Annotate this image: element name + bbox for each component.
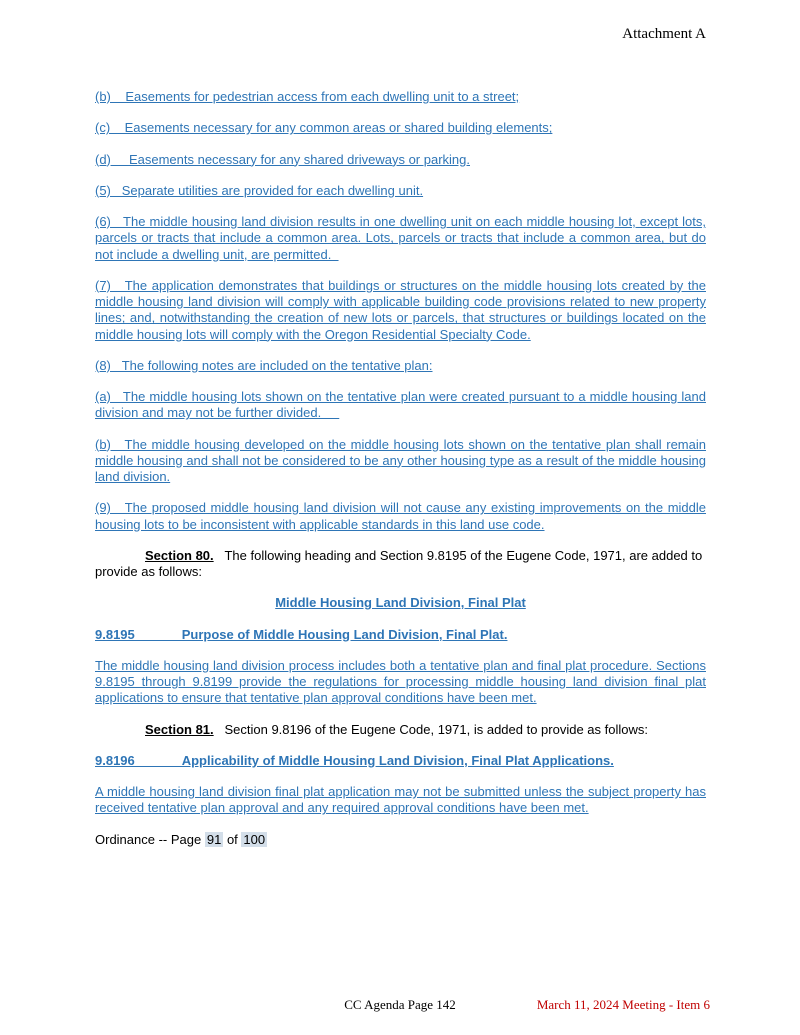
section-9-8195-paragraph: The middle housing land division process includes both a tentative plan and final plat procedure. Sections 9.8195 through 9.8199 provide the regulations for processing middle housing land division final plat applications to ensure that tentative plan approval conditions have been met. [95, 657, 706, 706]
page-number-total: 100 [243, 831, 266, 847]
page-of-text: of [226, 831, 238, 847]
attachment-label: Attachment A [622, 26, 706, 42]
final-plat-heading: Middle Housing Land Division, Final Plat [275, 595, 526, 611]
document-body [95, 89, 706, 848]
ordinance-page-prefix: Ordinance -- Page [95, 831, 202, 847]
provision-9: (9) The proposed middle housing land division will not cause any existing improvements on the middle housing lots to be inconsistent with applicable standards in this land use code. [95, 500, 706, 532]
section-80-label: Section 80. [145, 547, 214, 563]
provision-7: (7) The application demonstrates that buildings or structures on the middle housing lots created by the middle housing land division will comply with applicable building code provisions related to new property lines; and, notwithstanding the creation of new lots or parcels, that structures or buildings located on the middle housing lots will comply with the Oregon Residential Specialty Code. [95, 277, 706, 342]
document-footer [0, 997, 800, 1013]
provision-5: (5) Separate utilities are provided for each dwelling unit. [95, 182, 424, 198]
provision-8: (8) The following notes are included on the tentative plan: [95, 357, 433, 373]
footer-meeting-item: March 11, 2024 Meeting - Item 6 [536, 997, 710, 1012]
section-9-8195-heading: 9.8195 Purpose of Middle Housing Land Division, Final Plat. [95, 626, 508, 642]
easement-item-c: (c) Easements necessary for any common areas or shared building elements; [95, 120, 553, 136]
provision-8b: (b) The middle housing developed on the middle housing lots shown on the tentative plan shall remain middle housing and shall not be considered to be any other housing type as a result of the middle housing land division. [95, 436, 706, 484]
easement-item-d: (d) Easements necessary for any shared driveways or parking. [95, 151, 470, 167]
section-80-paragraph [95, 548, 706, 581]
provision-8a: (a) The middle housing lots shown on the tentative plan were created pursuant to a middle housing land division and may not be further divided. [95, 389, 706, 421]
ordinance-page-line [95, 832, 706, 848]
section-81-text: Section 9.8196 of the Eugene Code, 1971, is added to provide as follows: [213, 721, 648, 737]
provision-6: (6) The middle housing land division results in one dwelling unit on each middle housing lot, except lots, parcels or tracts that include a common area. Lots, parcels or tracts that include a common area, but do not include a dwelling unit, are permitted. [95, 214, 706, 262]
section-81-paragraph [95, 722, 706, 738]
section-9-8196-heading: 9.8196 Applicability of Middle Housing Land Division, Final Plat Applications. [95, 752, 614, 768]
page-number-current: 91 [206, 831, 222, 847]
section-81-label: Section 81. [145, 721, 214, 737]
section-9-8196-paragraph: A middle housing land division final plat application may not be submitted unless the subject property has received tentative plan approval and any required approval conditions have been met. [95, 784, 706, 816]
footer-agenda-page: CC Agenda Page 142 [344, 997, 456, 1012]
section-80-text: The following heading and Section 9.8195 of the Eugene Code, 1971, are added to provide as follows: [95, 547, 703, 579]
easement-item-b: (b) Easements for pedestrian access from each dwelling unit to a street; [95, 89, 520, 104]
